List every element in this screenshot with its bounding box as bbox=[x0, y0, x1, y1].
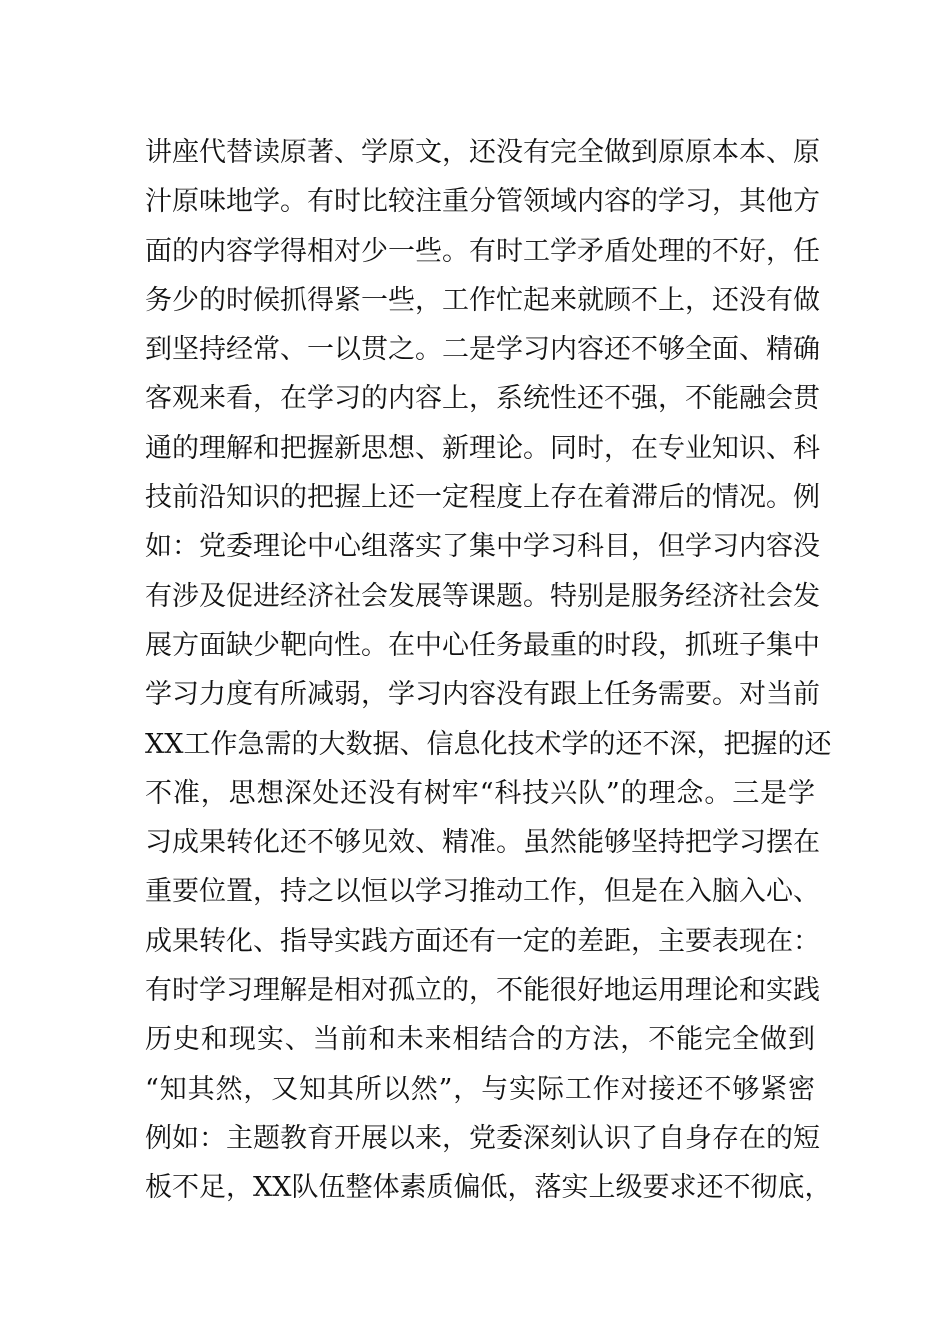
text-line: 板不足，XX队伍整体素质偏低，落实上级要求还不彻底， bbox=[145, 1172, 832, 1204]
text-line: 例如：主题教育开展以来，党委深刻认识了自身存在的短 bbox=[145, 1122, 820, 1154]
text-line: 汁原味地学。有时比较注重分管领域内容的学习，其他方 bbox=[145, 186, 820, 218]
text-line: 重要位置，持之以恒以学习推动工作，但是在入脑入心、 bbox=[145, 876, 820, 908]
text-line: 有涉及促进经济社会发展等课题。特别是服务经济社会发 bbox=[145, 580, 820, 612]
text-line: 到坚持经常、一以贯之。二是学习内容还不够全面、精确 bbox=[145, 334, 820, 366]
text-line: 成果转化、指导实践方面还有一定的差距，主要表现在： bbox=[145, 925, 820, 957]
text-line: “知其然，又知其所以然”，与实际工作对接还不够紧密 bbox=[145, 1073, 815, 1105]
text-line: 如：党委理论中心组落实了集中学习科目，但学习内容没 bbox=[145, 531, 820, 563]
text-line: 学习力度有所减弱，学习内容没有跟上任务需要。对当前 bbox=[145, 679, 820, 711]
text-line: 通的理解和把握新思想、新理论。同时，在专业知识、科 bbox=[145, 432, 820, 464]
text-line: 客观来看，在学习的内容上，系统性还不强，不能融会贯 bbox=[145, 383, 820, 415]
text-line: 有时学习理解是相对孤立的，不能很好地运用理论和实践 bbox=[145, 975, 820, 1007]
text-line: 不准，思想深处还没有树牢“科技兴队”的理念。三是学 bbox=[145, 777, 815, 809]
body-text bbox=[145, 128, 832, 1213]
text-line: 历史和现实、当前和未来相结合的方法，不能完全做到 bbox=[145, 1024, 815, 1056]
text-line: 面的内容学得相对少一些。有时工学矛盾处理的不好，任 bbox=[145, 235, 820, 267]
text-line: 讲座代替读原著、学原文，还没有完全做到原原本本、原 bbox=[145, 137, 820, 168]
text-line: 展方面缺少靶向性。在中心任务最重的时段，抓班子集中 bbox=[145, 629, 820, 661]
text-line: XX工作急需的大数据、信息化技术学的还不深，把握的还 bbox=[145, 728, 832, 760]
text-line: 技前沿知识的把握上还一定程度上存在着滞后的情况。例 bbox=[145, 482, 820, 514]
text-line: 习成果转化还不够见效、精准。虽然能够坚持把学习摆在 bbox=[145, 827, 820, 859]
text-line: 务少的时候抓得紧一些，工作忙起来就顾不上，还没有做 bbox=[145, 284, 820, 316]
